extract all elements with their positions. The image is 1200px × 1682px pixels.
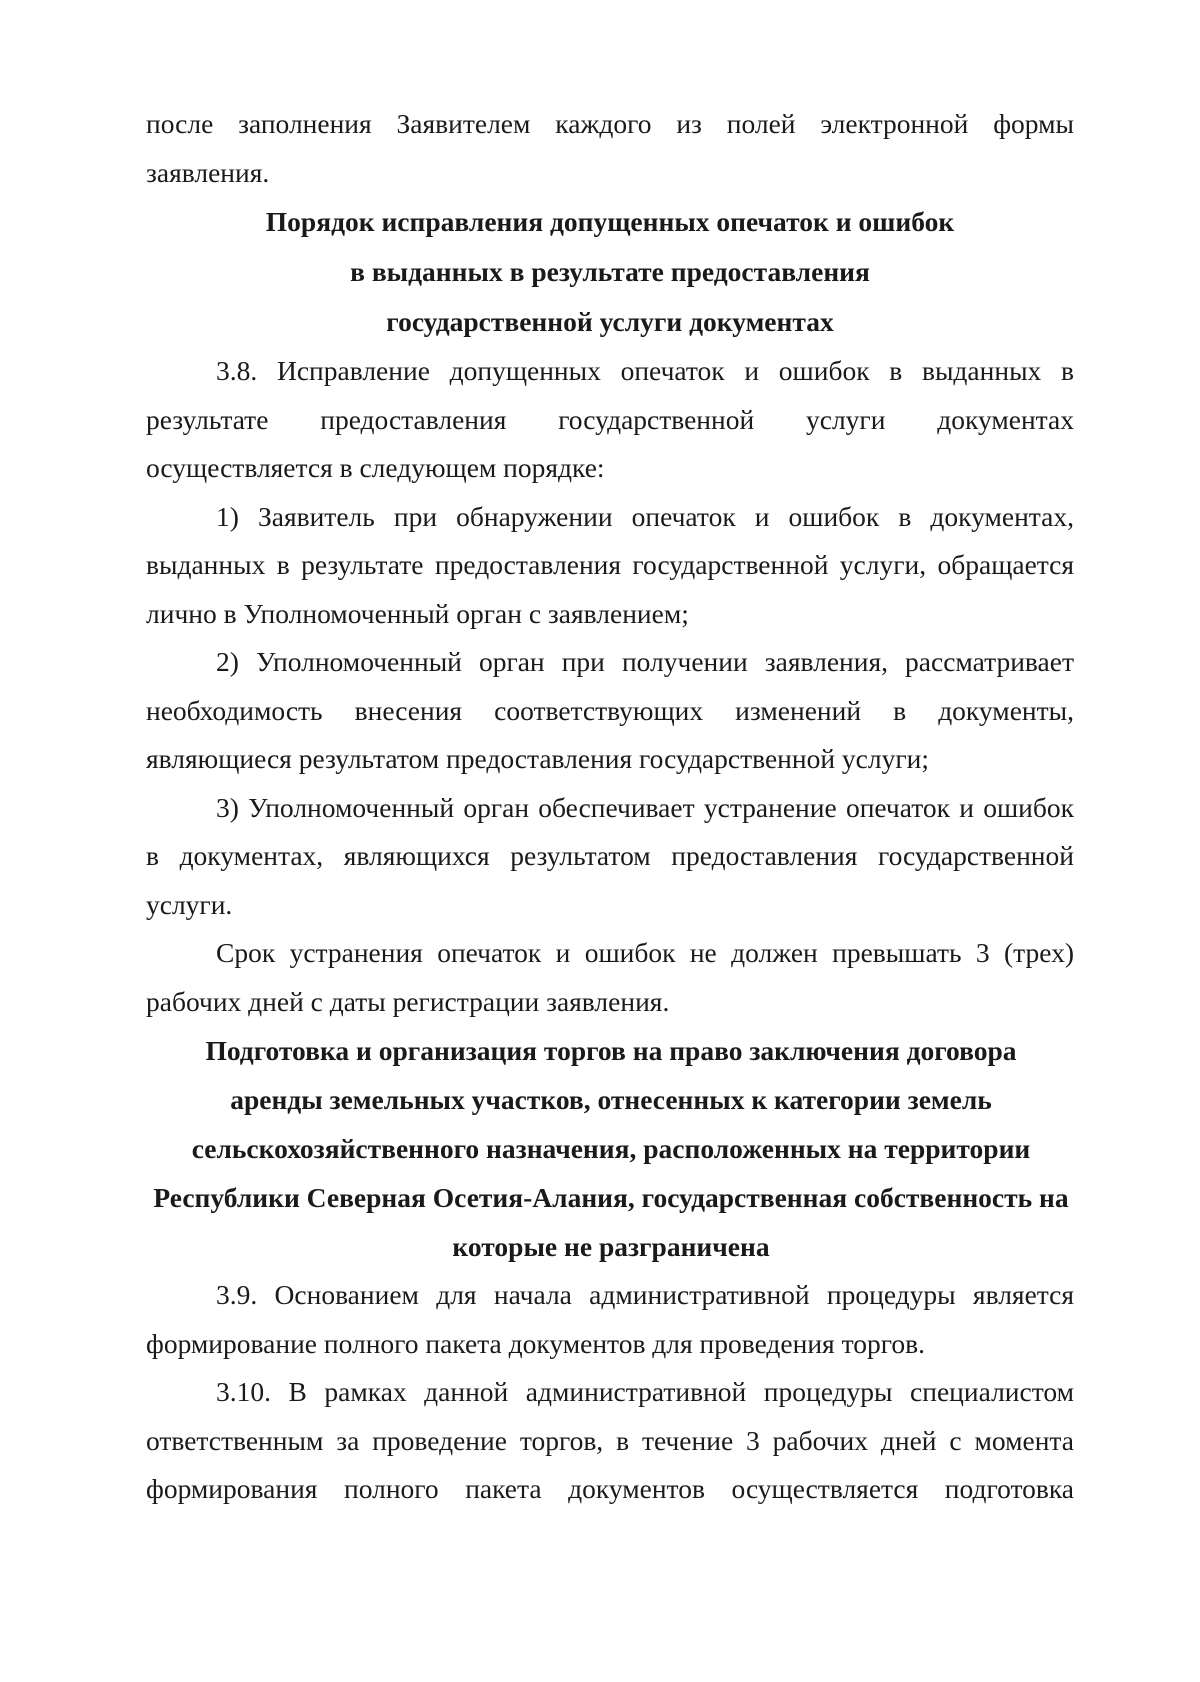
heading-line: которые не разграничена bbox=[452, 1231, 770, 1262]
document-page bbox=[146, 100, 1074, 1514]
paragraph-3-10: 3.10. В рамках данной административной процедуры специалистом ответственным за проведение торгов, в течение 3 рабочих дней с момента формирования полного пакета документов осуществляется подготовка bbox=[146, 1376, 1074, 1504]
heading-line: государственной услуги документах bbox=[386, 306, 834, 337]
heading-line: Подготовка и организация торгов на право заключения договора bbox=[205, 1035, 1017, 1066]
heading-line: Порядок исправления допущенных опечаток и ошибок bbox=[265, 206, 955, 237]
list-item-1: 1) Заявитель при обнаружении опечаток и ошибок в документах, выданных в результате предоставления государственной услуги, обращается лично в Уполномоченный орган с заявлением; bbox=[146, 500, 1074, 629]
section-heading-typo-correction bbox=[146, 197, 1074, 347]
heading-line: аренды земельных участков, отнесенных к категории земель bbox=[230, 1084, 992, 1115]
deadline-paragraph: Срок устранения опечаток и ошибок не должен превышать 3 (трех) рабочих дней с даты регистрации заявления. bbox=[146, 937, 1074, 1017]
heading-line: сельскохозяйственного назначения, расположенных на территории bbox=[191, 1133, 1031, 1164]
list-item-2: 2) Уполномоченный орган при получении заявления, рассматривает необходимость внесения соответствующих изменений в документы, являющиеся результатом предоставления государственной услуги; bbox=[146, 646, 1074, 774]
heading-line: Республики Северная Осетия-Алания, государственная собственность на bbox=[153, 1182, 1069, 1213]
heading-line: в выданных в результате предоставления bbox=[350, 256, 870, 287]
paragraph-3-8: 3.8. Исправление допущенных опечаток и ошибок в выданных в результате предоставления государственной услуги документах осуществляется в следующем порядке: bbox=[146, 355, 1074, 483]
intro-paragraph: после заполнения Заявителем каждого из полей электронной формы заявления. bbox=[146, 108, 1074, 188]
paragraph-3-9: 3.9. Основанием для начала административной процедуры является формирование полного пакета документов для проведения торгов. bbox=[146, 1279, 1074, 1359]
section-heading-auction bbox=[142, 1026, 1080, 1271]
list-item-3: 3) Уполномоченный орган обеспечивает устранение опечаток и ошибок в документах, являющихся результатом предоставления государственной услуги. bbox=[146, 791, 1074, 920]
